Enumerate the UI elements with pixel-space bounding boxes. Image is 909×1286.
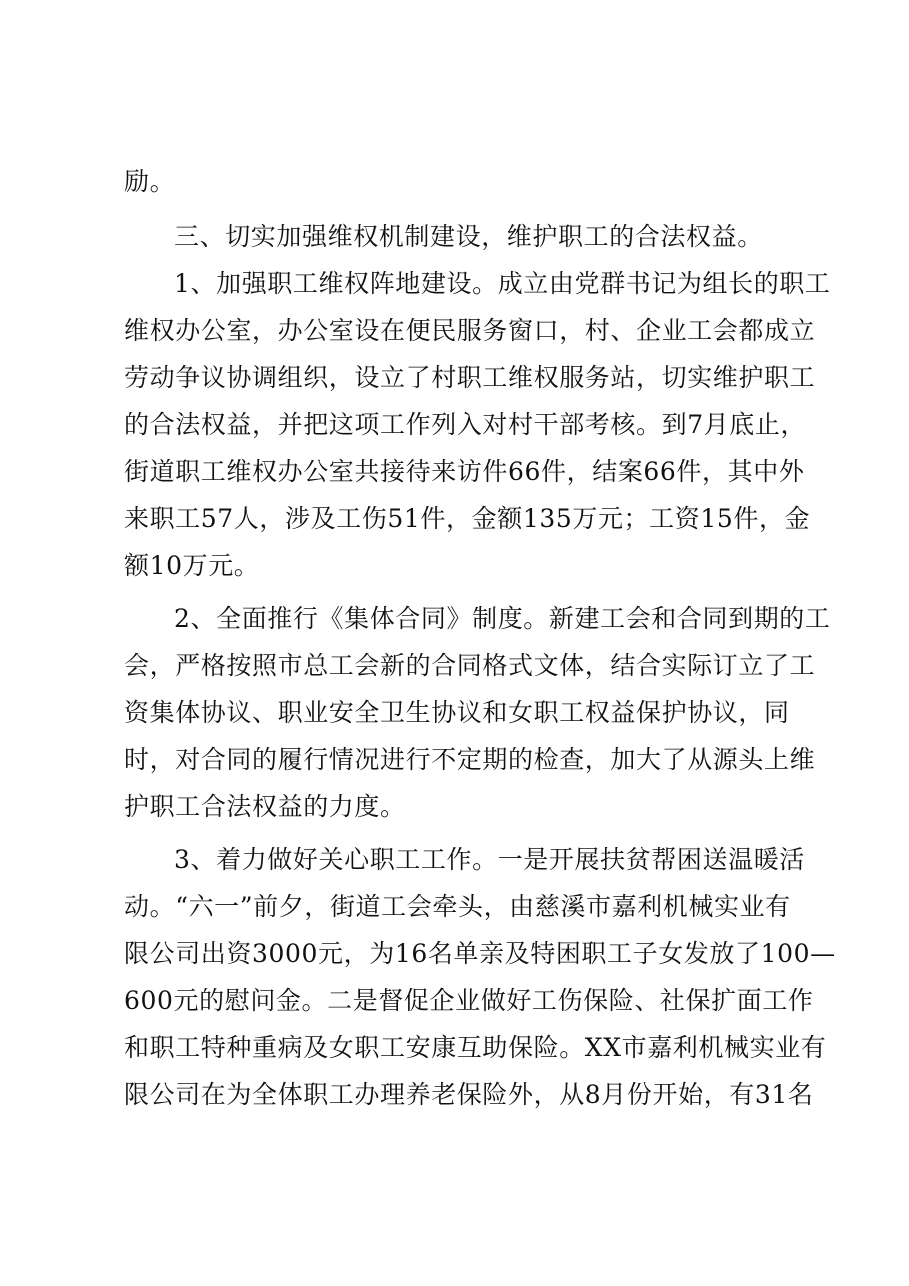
text-line: 动。“六一”前夕，街道工会牵头，由慈溪市嘉利机械实业有	[124, 892, 791, 921]
text-line: 励。	[124, 167, 176, 196]
text-line: 和职工特种重病及女职工安康互助保险。XX市嘉利机械实业有	[124, 1033, 827, 1062]
text-line: 额10万元。	[124, 551, 260, 580]
section-heading: 三、切实加强维权机制建设，维护职工的合法权益。	[174, 222, 763, 251]
text-line: 限公司在为全体职工办理养老保险外，从8月份开始，有31名	[124, 1080, 814, 1109]
text-line: 会，严格按照市总工会新的合同格式文体，结合实际订立了工	[124, 651, 816, 680]
text-line: 3、着力做好关心职工工作。一是开展扶贫帮困送温暖活	[174, 845, 805, 874]
text-line: 时，对合同的履行情况进行不定期的检查，加大了从源头上维	[124, 745, 816, 774]
text-line: 维权办公室，办公室设在便民服务窗口，村、企业工会都成立	[124, 316, 816, 345]
text-line: 1、加强职工维权阵地建设。成立由党群书记为组长的职工	[174, 269, 831, 298]
text-line: 护职工合法权益的力度。	[124, 792, 406, 821]
text-line: 限公司出资3000元，为16名单亲及特困职工子女发放了100—	[124, 939, 836, 968]
text-line: 的合法权益，并把这项工作列入对村干部考核。到7月底止，	[124, 410, 807, 439]
text-line: 劳动争议协调组织，设立了村职工维权服务站，切实维护职工	[124, 363, 816, 392]
text-line: 600元的慰问金。二是督促企业做好工伤保险、社保扩面工作	[124, 986, 814, 1015]
text-line: 资集体协议、职业安全卫生协议和女职工权益保护协议，同	[124, 698, 790, 727]
text-line: 2、全面推行《集体合同》制度。新建工会和合同到期的工	[174, 604, 831, 633]
text-line: 街道职工维权办公室共接待来访件66件，结案66件，其中外	[124, 457, 805, 486]
text-line: 来职工57人，涉及工伤51件，金额135万元；工资15件，金	[124, 504, 811, 533]
